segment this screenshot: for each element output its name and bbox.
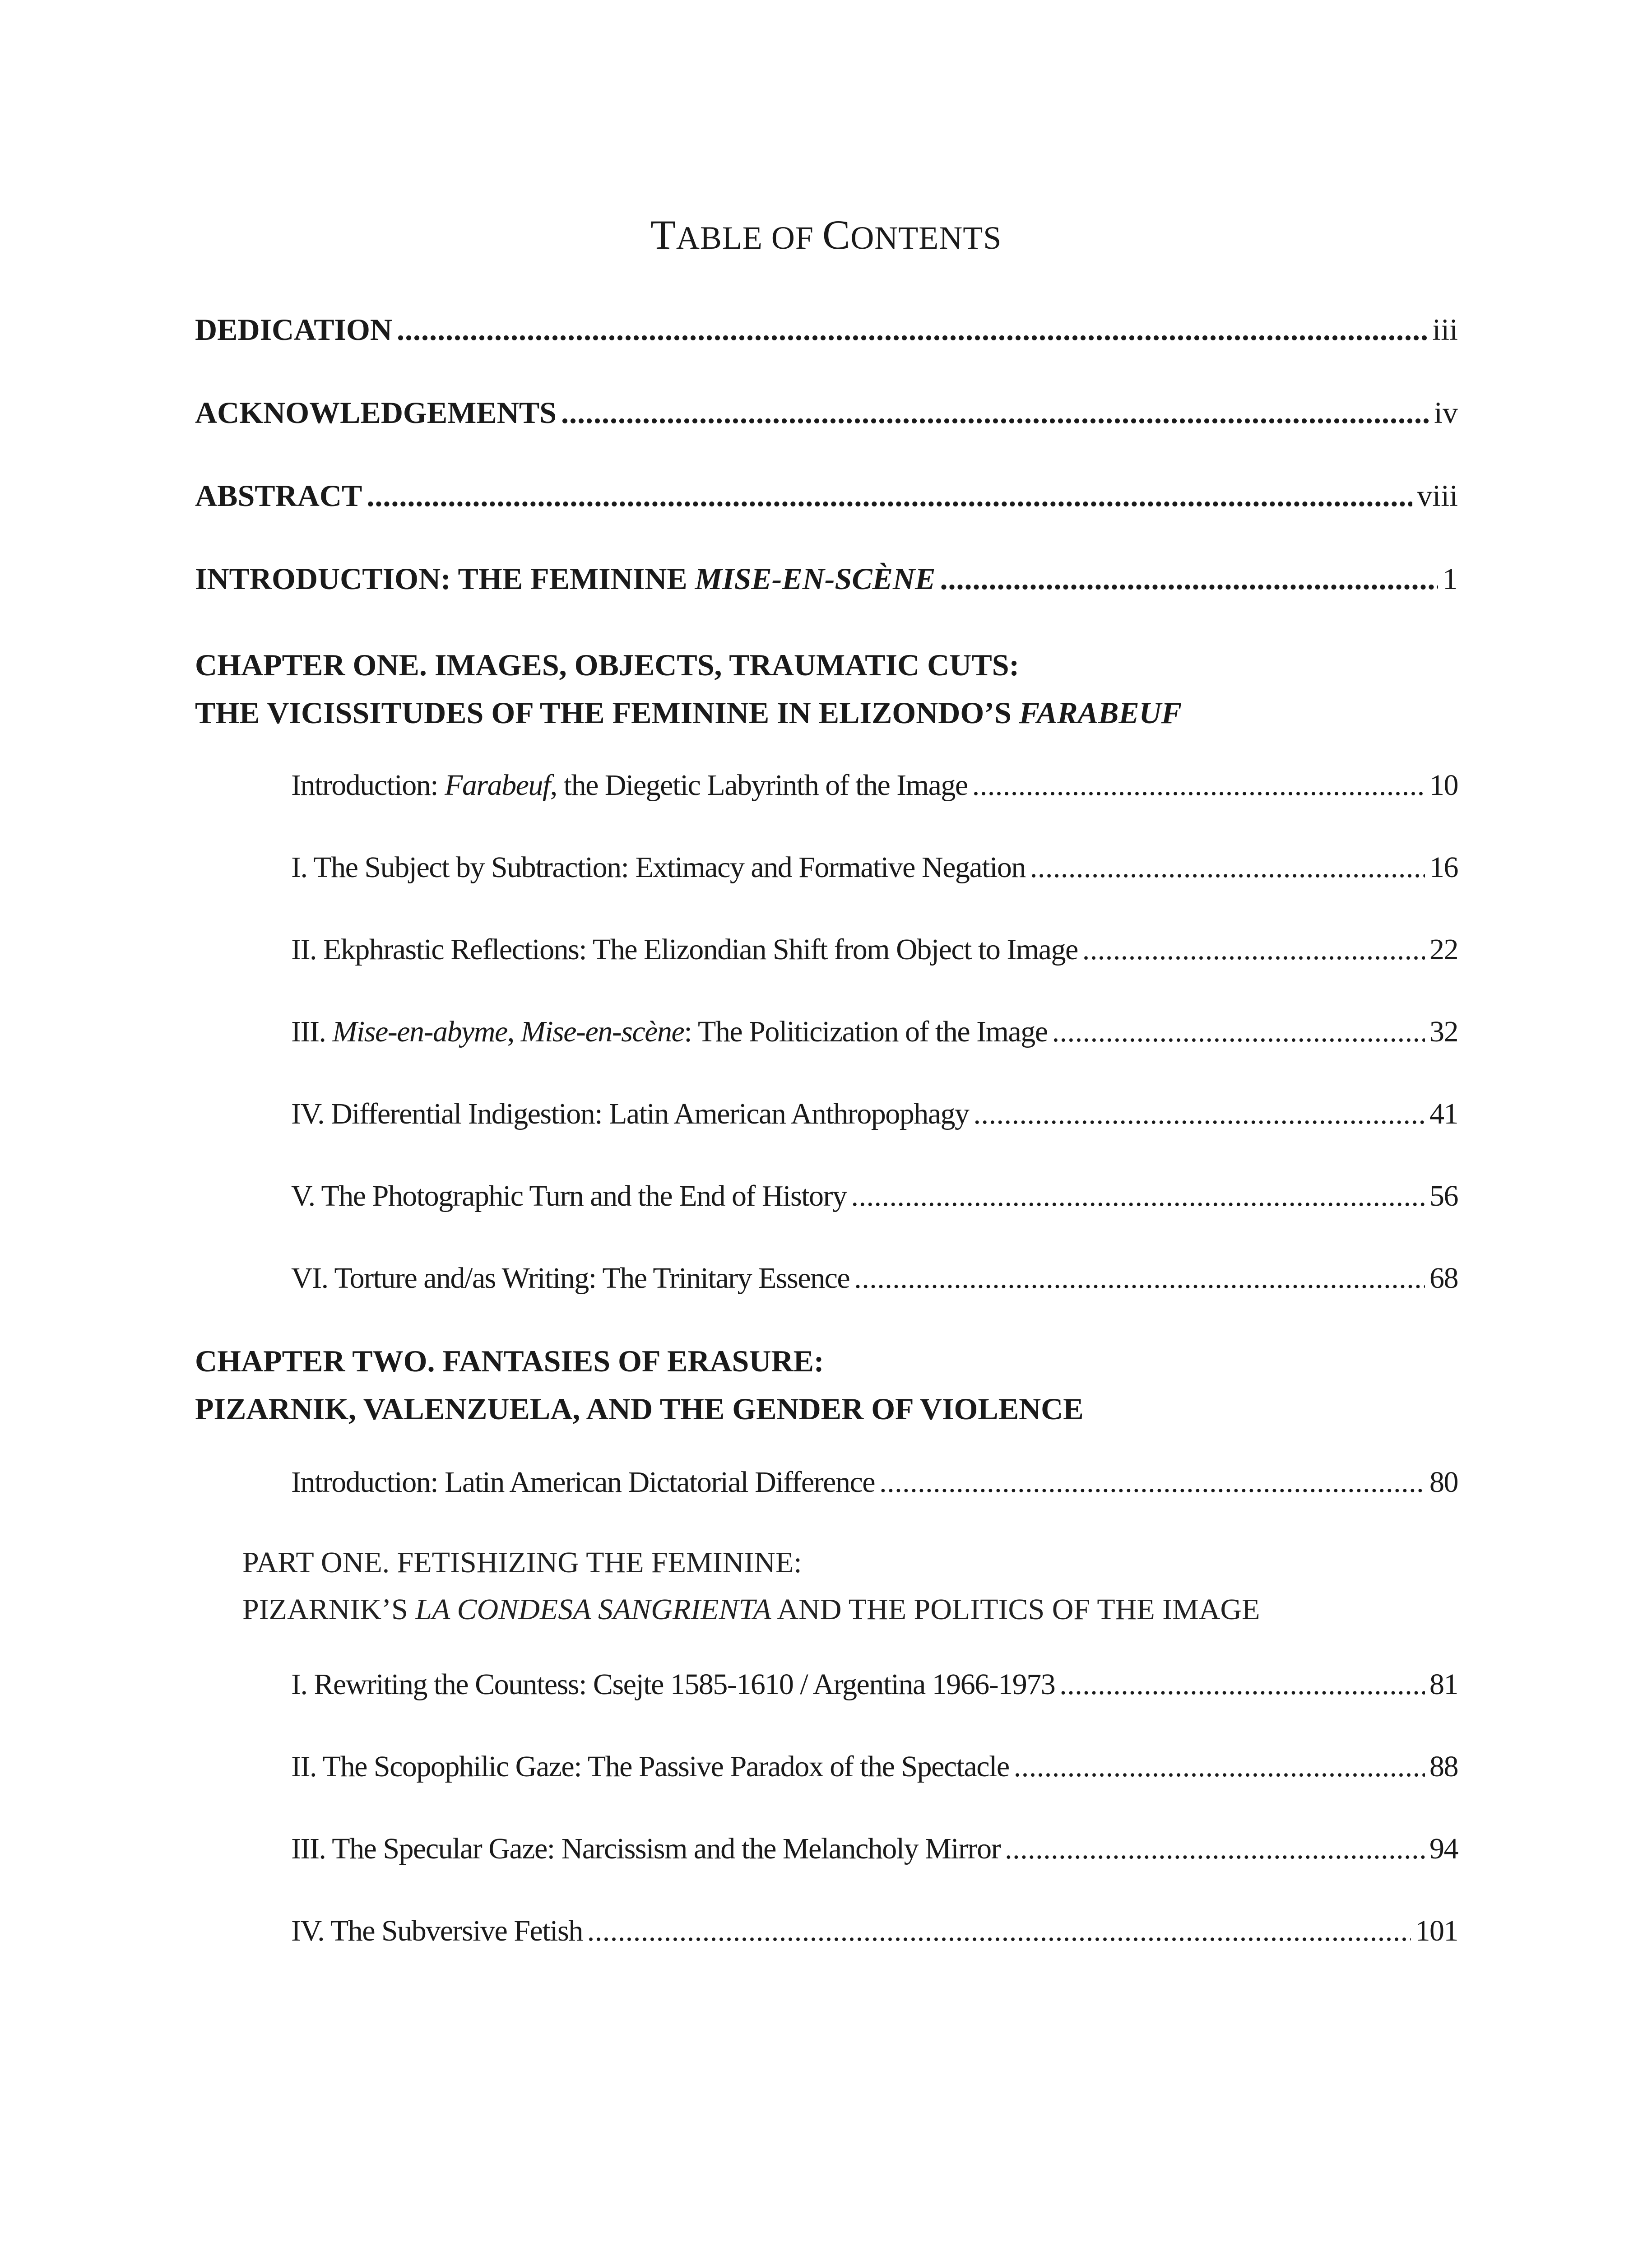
toc-page-number: iii: [1432, 312, 1458, 347]
chapter-two-heading[interactable]: [195, 1337, 1084, 1433]
toc-page-number: 10: [1429, 769, 1458, 802]
dot-leader: [1082, 927, 1425, 972]
toc-page-number: 81: [1429, 1668, 1458, 1701]
toc-entry-chapter-one-section-6[interactable]: [291, 1256, 1458, 1301]
toc-entry-label: DEDICATION: [195, 312, 393, 347]
toc-entry-label: V. The Photographic Turn and the End of History: [291, 1180, 847, 1212]
dot-leader: [940, 556, 1439, 601]
dot-leader: [587, 1909, 1411, 1954]
toc-entry-label: VI. Torture and/as Writing: The Trinitary Essence: [291, 1262, 850, 1295]
toc-entry-chapter-two-section-2[interactable]: [291, 1744, 1458, 1789]
toc-entry-label: II. The Scopophilic Gaze: The Passive Paradox of the Spectacle: [291, 1750, 1009, 1783]
toc-entry-label: I. The Subject by Subtraction: Extimacy and Formative Negation: [291, 851, 1026, 884]
toc-entry-acknowledgements[interactable]: [195, 390, 1458, 435]
toc-page-number: 41: [1429, 1097, 1458, 1130]
toc-page-number: 88: [1429, 1750, 1458, 1783]
toc-entry-label: Introduction: Farabeuf, the Diegetic Labyrinth of the Image: [291, 769, 968, 802]
dot-leader: [397, 307, 1428, 352]
toc-page-number: 16: [1429, 851, 1458, 884]
toc-page-number: 56: [1429, 1180, 1458, 1212]
toc-entry-abstract[interactable]: [195, 473, 1458, 518]
dot-leader: [1030, 845, 1425, 890]
dot-leader: [367, 473, 1412, 518]
chapter-one-heading[interactable]: [195, 641, 1182, 737]
dot-leader: [879, 1460, 1425, 1505]
toc-entry-label: INTRODUCTION: THE FEMININE MISE-EN-SCÈNE: [195, 562, 936, 596]
toc-page-number: 94: [1429, 1832, 1458, 1865]
toc-entry-label: I. Rewriting the Countess: Csejte 1585-1610 / Argentina 1966-1973: [291, 1668, 1055, 1701]
toc-entry-chapter-two-section-3[interactable]: [291, 1826, 1458, 1872]
page-title: TABLE OF CONTENTS: [650, 212, 1002, 258]
toc-entry-chapter-two-intro[interactable]: [291, 1460, 1458, 1505]
toc-entry-label: IV. The Subversive Fetish: [291, 1914, 583, 1947]
toc-entry-label: ABSTRACT: [195, 478, 362, 513]
toc-entry-chapter-two-section-4[interactable]: [291, 1909, 1458, 1954]
toc-page-number: 101: [1415, 1914, 1458, 1947]
toc-entry-label: III. The Specular Gaze: Narcissism and the Melancholy Mirror: [291, 1832, 1001, 1865]
dot-leader: [851, 1174, 1425, 1219]
toc-entry-label: IV. Differential Indigestion: Latin American Anthropophagy: [291, 1097, 969, 1130]
toc-entry-dedication[interactable]: [195, 307, 1458, 352]
toc-page-number: viii: [1417, 478, 1458, 513]
chapter-heading-line: CHAPTER ONE. IMAGES, OBJECTS, TRAUMATIC CUTS:: [195, 648, 1020, 682]
toc-entry-label: III. Mise-en-abyme, Mise-en-scène: The Politicization of the Image: [291, 1015, 1048, 1048]
dot-leader: [1059, 1662, 1425, 1707]
chapter-heading-line: PIZARNIK, VALENZUELA, AND THE GENDER OF VIOLENCE: [195, 1392, 1084, 1426]
toc-entry-chapter-one-section-1[interactable]: [291, 845, 1458, 890]
toc-entry-chapter-one-section-2[interactable]: [291, 927, 1458, 972]
toc-page-number: 32: [1429, 1015, 1458, 1048]
toc-page-number: 22: [1429, 933, 1458, 966]
dot-leader: [972, 763, 1425, 808]
toc-entry-label: ACKNOWLEDGEMENTS: [195, 395, 557, 430]
dot-leader: [974, 1091, 1425, 1137]
toc-entry-chapter-one-section-3[interactable]: [291, 1009, 1458, 1054]
chapter-heading-line: THE VICISSITUDES OF THE FEMININE IN ELIZONDO’S FARABEUF: [195, 696, 1182, 730]
part-heading-line: PIZARNIK’S LA CONDESA SANGRIENTA AND THE POLITICS OF THE IMAGE: [242, 1593, 1260, 1626]
part-heading-line: PART ONE. FETISHIZING THE FEMININE:: [242, 1546, 802, 1579]
toc-entry-chapter-one-section-4[interactable]: [291, 1091, 1458, 1137]
toc-page-number: 68: [1429, 1262, 1458, 1295]
toc-page-number: iv: [1434, 395, 1458, 430]
toc-page-number: 1: [1443, 562, 1458, 596]
dot-leader: [854, 1256, 1425, 1301]
toc-entry-chapter-one-intro[interactable]: [291, 763, 1458, 808]
dot-leader: [1005, 1826, 1425, 1872]
toc-entry-chapter-one-section-5[interactable]: [291, 1174, 1458, 1219]
dot-leader: [1052, 1009, 1425, 1054]
toc-entry-label: II. Ekphrastic Reflections: The Elizondian Shift from Object to Image: [291, 933, 1078, 966]
chapter-heading-line: CHAPTER TWO. FANTASIES OF ERASURE:: [195, 1344, 824, 1378]
toc-entry-introduction[interactable]: [195, 556, 1458, 601]
toc-entry-label: Introduction: Latin American Dictatorial Difference: [291, 1466, 875, 1499]
dot-leader: [1014, 1744, 1425, 1789]
toc-entry-chapter-two-section-1[interactable]: [291, 1662, 1458, 1707]
toc-page-number: 80: [1429, 1466, 1458, 1499]
part-one-heading[interactable]: [242, 1539, 1260, 1633]
dot-leader: [561, 390, 1429, 435]
